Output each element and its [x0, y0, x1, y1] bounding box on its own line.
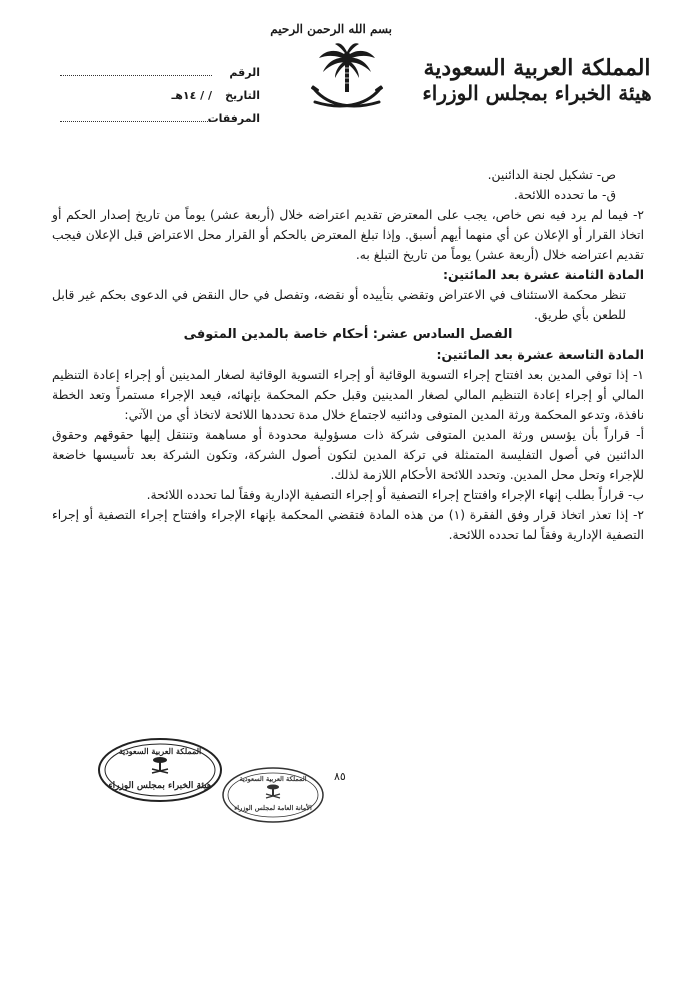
article-219-heading: المادة التاسعة عشرة بعد المائتين:	[436, 347, 644, 362]
article-218-heading: المادة الثامنة عشرة بعد المائتين:	[442, 267, 644, 282]
date-value: / / ١٤هـ	[171, 89, 212, 102]
list-item-q: ق- ما تحدده اللائحة.	[513, 188, 616, 202]
kingdom-name: المملكة العربية السعودية	[423, 55, 651, 81]
date-row	[60, 79, 260, 102]
ref-number-row	[60, 56, 260, 79]
stamp1-bottom-text: هيئة الخبراء بمجلس الوزراء	[108, 781, 212, 791]
list-item-s: ص- تشكيل لجنة الدائنين.	[487, 168, 616, 182]
chapter-16-title: الفصل السادس عشر: أحكام خاصة بالمدين المتوفى	[183, 327, 513, 342]
palm-swords-emblem-icon	[309, 40, 385, 118]
general-secretariat-stamp	[220, 765, 326, 825]
basmala: بسم الله الرحمن الرحيم	[270, 22, 392, 36]
stamp2-top-text: المملكة العربية السعودية	[239, 775, 307, 783]
article-219-sub-b: ب- قراراً بطلب إنهاء الإجراء وافتتاح إجراء التصفية أو إجراء التصفية الإدارية وفقاً لما تحدده اللائحة.	[146, 488, 644, 502]
date-label: التاريخ	[225, 89, 260, 102]
authority-name: هيئة الخبراء بمجلس الوزراء	[422, 81, 652, 105]
article-219-sub-a: أ- قراراً بأن يؤسس ورثة المدين المتوفى شركة ذات مسؤولية محدودة أو مساهمة وتنتقل إليها حقوقهم وحقوق الدائنين في أصول التفليسة المتمثلة في تركة المدين لتكون أصول الشركة، وتكون الشركة بعد تأسيسها خاضعة للإجراء وتحل محل المدين. وتحدد اللائحة الأحكام اللازمة لذلك.	[52, 428, 644, 482]
document-body	[52, 165, 644, 545]
ref-label: الرقم	[229, 66, 260, 79]
national-emblem	[270, 22, 392, 118]
paragraph-2: ٢- فيما لم يرد فيه نص خاص، يجب على المعترض تقديم اعتراضه خلال (أربعة عشر) يوماً من تاريخ إصدار الحكم أو اتخاذ القرار أو الإعلان عن أي منهما أيهم أسبق. وإذا تبلغ المعترض بالحكم أو القرار محل الاعتراض قبل الإعلان فيجب تقديم اعتراضه خلال (أربعة عشر) يوماً من تاريخ التبلغ به.	[52, 208, 644, 262]
attachments-label: المرفقات	[207, 112, 260, 125]
stamp1-top-text: المملكة العربية السعودية	[118, 746, 202, 756]
ref-dotted-line	[60, 63, 212, 76]
official-seal-stamp	[96, 736, 224, 804]
letterhead	[0, 0, 700, 160]
reference-block	[60, 56, 260, 125]
article-218-text: تنظر محكمة الاستئناف في الاعتراض وتقضي بتأييده أو نقضه، وتفصل في حال النقض في الدعوى بحكم غير قابل للطعن بأي طريق.	[52, 288, 626, 322]
authority-title-block	[422, 55, 652, 105]
article-219-paragraph-1: ١- إذا توفي المدين بعد افتتاح إجراء التسوية الوقائية أو إجراء التسوية الوقائية لصغار المدينين أو إجراء إعادة التنظيم المالي أو إجراء إعادة التنظيم المالي لصغار المدينين وقبل حكم المحكمة بإنهائه، فيعد الإجراء مستمراً وتعد الخطة نافذة، وتدعو المحكمة ورثة المدين المتوفى ودائنيه لاجتماع خلال مدة تحددها اللائحة لاتخاذ أي من الآتي:	[52, 368, 644, 422]
article-219-paragraph-2: ٢- إذا تعذر اتخاذ قرار وفق الفقرة (١) من هذه المادة فتقضي المحكمة بإنهاء الإجراء وافتتاح إجراء التصفية أو إجراء التصفية الإدارية وفقاً لما تحدده اللائحة.	[52, 508, 644, 542]
stamp2-bottom-text: الأمانة العامة لمجلس الوزراء	[234, 804, 312, 812]
page-number: ٨٥	[334, 770, 346, 783]
attachments-dotted-line	[60, 109, 212, 122]
attachments-row	[60, 102, 260, 125]
